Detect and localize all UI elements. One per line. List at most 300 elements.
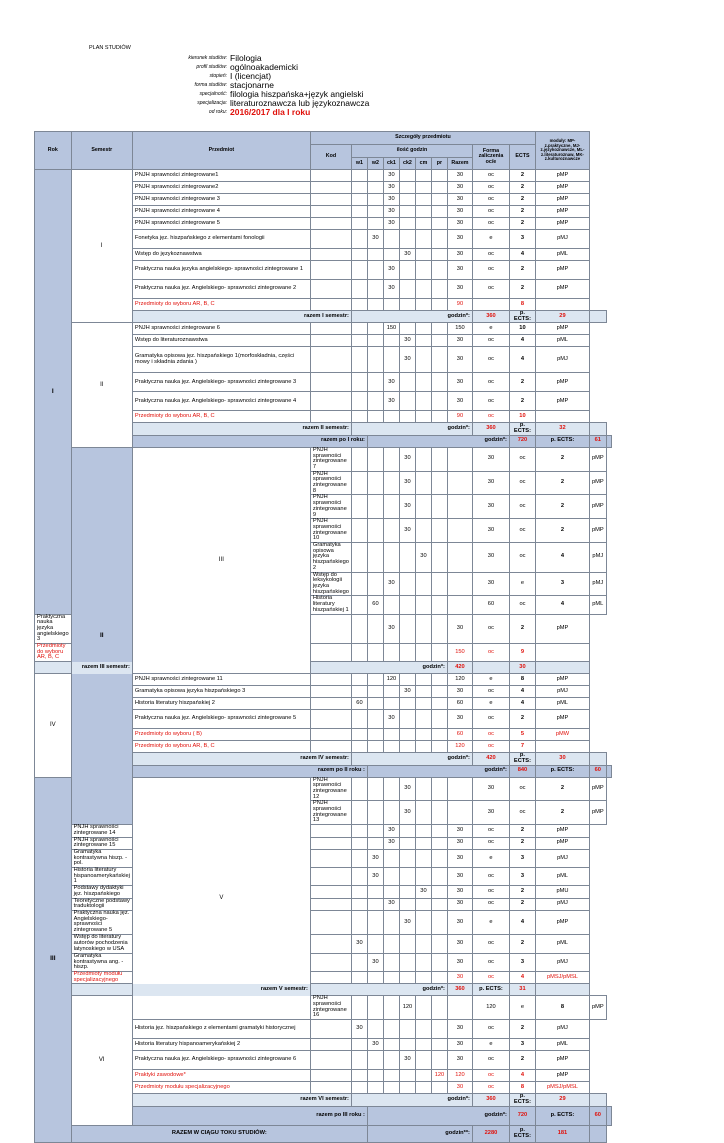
assessment-form (472, 299, 509, 311)
ects-points: 8 (535, 996, 589, 1020)
module-code (606, 435, 611, 447)
assessment-form: oc (509, 495, 535, 519)
meta-value: I (licencjat) (230, 71, 272, 81)
hours-cm (415, 1082, 431, 1094)
hours-w2 (367, 741, 383, 753)
hours-pr (431, 911, 447, 935)
subject-name: Praktyczna nauka języka angielskiego 3 (35, 614, 72, 644)
hours-total: 30 (447, 710, 472, 729)
kod-cell (310, 825, 351, 837)
hours-pr (447, 543, 472, 573)
hours-pr (431, 1051, 447, 1070)
ects-points: 60 (589, 1106, 606, 1125)
hours-w1 (351, 644, 367, 662)
hours-w2 (383, 471, 399, 495)
hours-ck1: 30 (399, 777, 415, 801)
subject-name: PNJH sprawności zintegrowane 14 (71, 825, 132, 837)
hours-w2 (367, 323, 383, 335)
subject-name: Przedmioty modułu specjalizacyjnego (132, 1082, 310, 1094)
assessment-form: oc (509, 801, 535, 825)
hours-ck2 (415, 447, 431, 471)
hours-ck2 (399, 644, 415, 662)
hours-cm (415, 614, 431, 644)
hours-total: 150 (447, 323, 472, 335)
assessment-form: oc (472, 971, 509, 983)
hours-cm (415, 674, 431, 686)
meta-label: od roku: (208, 109, 227, 115)
subject-name: Praktyczna nauka jęz. Angielskiego- sprawności zintegrowane 5 (132, 710, 310, 729)
hours-ck1 (383, 347, 399, 373)
module-code (535, 299, 589, 311)
hours-w2 (367, 698, 383, 710)
hours-total: 30 (447, 280, 472, 299)
hours-ck2 (399, 411, 415, 423)
module-code: pMJ (535, 849, 589, 867)
hours-ck2 (399, 194, 415, 206)
hours-ck1: 30 (399, 495, 415, 519)
hours-pr (447, 471, 472, 495)
subject-name: Praktyczna nauka jęz. Angielskiego- sprawności zintegrowane 5 (71, 911, 132, 935)
assessment-form: oc (472, 1070, 509, 1082)
module-code: pMP (589, 801, 606, 825)
hours-w2 (367, 194, 383, 206)
hours-w1 (351, 1051, 367, 1070)
hours-ck2 (399, 1039, 415, 1051)
assessment-form: oc (472, 1082, 509, 1094)
ects-points: 31 (509, 984, 535, 996)
hours-ck1 (383, 686, 399, 698)
hours-cm (415, 299, 431, 311)
hours-ck2 (399, 261, 415, 280)
subject-name: PNJH sprawności zintegrowane 6 (132, 323, 310, 335)
hours-ck1 (383, 230, 399, 249)
hours-w1 (351, 849, 367, 867)
kod-cell (310, 1070, 351, 1082)
kod-cell (310, 849, 351, 867)
hours-w2 (367, 1051, 383, 1070)
assessment-form: oc (472, 182, 509, 194)
module-code: pMJ (535, 230, 589, 249)
summary-label: razem po I roku: (132, 435, 367, 447)
hours-w2: 30 (367, 230, 383, 249)
kod-cell (310, 886, 351, 898)
kod-cell (310, 261, 351, 280)
summary-label: razem II semestr: (132, 423, 351, 435)
hours-w1 (351, 674, 367, 686)
hours-ck1 (383, 1070, 399, 1082)
hours-cm (431, 519, 447, 543)
module-code: pMP (535, 392, 589, 411)
hours-pr (431, 392, 447, 411)
hours-w1 (351, 335, 367, 347)
subject-row (35, 849, 612, 867)
subject-name: Przedmioty do wyboru AR, B, C (132, 299, 310, 311)
hours-ck1: 30 (399, 447, 415, 471)
module-code: pMJ (535, 1020, 589, 1039)
hours-total: 120 (447, 674, 472, 686)
subject-name: Gramatyka kontrastywna hiszp. - pol. (71, 849, 132, 867)
hours-w1 (367, 519, 383, 543)
hours-total: 30 (447, 335, 472, 347)
header-forma: Forma zaliczenia oc/e (472, 145, 509, 170)
year-cell: II (71, 447, 132, 824)
hours-w2 (383, 996, 399, 1020)
hours-ck1: 30 (383, 261, 399, 280)
ects-points: 4 (535, 543, 589, 573)
module-code: pMP (535, 261, 589, 280)
hours-ck2 (399, 323, 415, 335)
subject-row (35, 996, 612, 1020)
hours-ck1 (383, 299, 399, 311)
kod-cell (310, 218, 351, 230)
hours-ck1 (383, 1020, 399, 1039)
ects-points: 8 (509, 1082, 535, 1094)
hours-w1 (351, 710, 367, 729)
hours-ck2 (399, 280, 415, 299)
hours-w1 (351, 1070, 367, 1082)
ects-points: 2 (535, 471, 589, 495)
hours-w1 (351, 323, 367, 335)
hours-total: 30 (472, 519, 509, 543)
hours-w1 (367, 495, 383, 519)
hours-total: 360 (472, 423, 509, 435)
ects-points: 2 (509, 182, 535, 194)
subject-name: Teoretyczne podstawy traduktologii (71, 898, 132, 910)
hours-ck2 (399, 849, 415, 867)
hours-pr (431, 934, 447, 953)
assessment-form: oc (509, 543, 535, 573)
assessment-form: oc (472, 206, 509, 218)
module-code: pMW (535, 729, 589, 741)
ects-points: 3 (535, 572, 589, 596)
hours-ck1 (383, 1039, 399, 1051)
assessment-form: oc (472, 741, 509, 753)
module-code (535, 644, 589, 662)
kod-cell (310, 729, 351, 741)
hours-pr (431, 849, 447, 867)
module-code (589, 311, 606, 323)
kod-cell (310, 347, 351, 373)
hours-pr (431, 898, 447, 910)
module-code: pMP (535, 674, 589, 686)
hours-total: 30 (472, 447, 509, 471)
assessment-form: e (472, 911, 509, 935)
ects-points: 60 (589, 765, 606, 777)
meta-label: specjalizacja: (197, 100, 227, 106)
hours-pr (431, 886, 447, 898)
ects-points: 7 (509, 741, 535, 753)
summary-label: RAZEM W CIĄGU TOKU STUDIÓW: (71, 1125, 367, 1142)
kod-cell (351, 996, 367, 1020)
hours-w1: 30 (351, 934, 367, 953)
module-code (589, 1094, 606, 1106)
ects-points: 2 (535, 519, 589, 543)
assessment-form: oc (472, 1051, 509, 1070)
hours-label: godzin*: (351, 1094, 472, 1106)
assessment-form: oc (472, 218, 509, 230)
hours-label: godzin*: (351, 753, 472, 765)
module-code: pML (535, 1039, 589, 1051)
ects-label: p. ECTS: (509, 1094, 535, 1106)
hours-ck2 (415, 495, 431, 519)
hours-ck2: 30 (399, 335, 415, 347)
meta-row (0, 107, 724, 116)
subject-name: PNJH sprawności zintegrowane 7 (310, 447, 351, 471)
subject-name: Praktyczna nauka jęz. Angielskiego- sprawności zintegrowane 4 (132, 392, 310, 411)
assessment-form: e (472, 230, 509, 249)
assessment-form: oc (472, 614, 509, 644)
hours-w1 (351, 1082, 367, 1094)
header-w1: w1 (351, 158, 367, 170)
hours-pr (431, 614, 447, 644)
hours-cm (415, 686, 431, 698)
ects-points: 2 (509, 261, 535, 280)
hours-total: 30 (447, 911, 472, 935)
module-code (606, 765, 611, 777)
hours-ck2 (399, 825, 415, 837)
hours-ck2: 30 (399, 1051, 415, 1070)
ects-points: 29 (535, 1094, 589, 1106)
hours-ck2 (399, 1020, 415, 1039)
kod-cell (351, 801, 367, 825)
kod-cell (310, 741, 351, 753)
subject-name: Praktyki zawodowe* (132, 1070, 310, 1082)
kod-cell (310, 280, 351, 299)
hours-pr (431, 335, 447, 347)
header-razem: Razem (447, 158, 472, 170)
hours-total: 120 (447, 1070, 472, 1082)
summary-label: razem po III roku : (132, 1106, 367, 1125)
hours-cm (415, 373, 431, 392)
subject-name: Wstęp do leksykologii języka hiszpańskiego (310, 572, 351, 596)
hours-w2: 30 (367, 1039, 383, 1051)
hours-ck1: 30 (383, 898, 399, 910)
kod-cell (310, 194, 351, 206)
hours-total: 60 (472, 596, 509, 614)
hours-w2 (383, 777, 399, 801)
hours-ck1 (383, 849, 399, 867)
hours-total: 2280 (472, 1125, 509, 1142)
hours-w2 (367, 729, 383, 741)
hours-label: godzin*: (367, 765, 509, 777)
hours-total: 30 (447, 886, 472, 898)
hours-cm (415, 710, 431, 729)
ects-points: 3 (509, 868, 535, 886)
hours-pr (431, 347, 447, 373)
hours-ck2 (415, 996, 431, 1020)
hours-pr (431, 323, 447, 335)
hours-pr (447, 495, 472, 519)
hours-ck1: 30 (383, 710, 399, 729)
hours-total: 30 (447, 837, 472, 849)
kod-cell (351, 471, 367, 495)
hours-pr (447, 596, 472, 614)
meta-label: kierunek studiów: (188, 55, 227, 61)
hours-pr (431, 686, 447, 698)
hours-pr (431, 373, 447, 392)
subject-name: Przedmioty do wyboru AR, B, C (132, 411, 310, 423)
subject-row (35, 825, 612, 837)
subject-row (35, 934, 612, 953)
hours-w2 (367, 1070, 383, 1082)
meta-row (0, 89, 724, 98)
subject-row (35, 886, 612, 898)
summary-label: razem po II roku : (132, 765, 367, 777)
meta-value: ogólnoakademicki (230, 62, 299, 72)
header-pr: pr (431, 158, 447, 170)
hours-total: 360 (472, 1094, 509, 1106)
ects-points: 30 (509, 662, 535, 674)
hours-total: 30 (472, 495, 509, 519)
hours-pr (431, 698, 447, 710)
hours-label: godzin*: (351, 423, 472, 435)
hours-total: 840 (509, 765, 535, 777)
meta-label: forma studiów: (194, 82, 227, 88)
hours-cm (415, 194, 431, 206)
study-metadata (0, 53, 724, 116)
subject-row (35, 868, 612, 886)
ects-points: 3 (509, 849, 535, 867)
ects-points: 2 (509, 1051, 535, 1070)
hours-ck2 (399, 837, 415, 849)
subject-name: PNJH sprawności zintegrowane 13 (310, 801, 351, 825)
assessment-form: oc (472, 825, 509, 837)
hours-w1 (351, 837, 367, 849)
hours-ck1: 30 (383, 614, 399, 644)
subject-name: Przedmioty do wyboru AR, B, C (132, 741, 310, 753)
module-code: pMP (589, 777, 606, 801)
assessment-form: oc (509, 519, 535, 543)
kod-cell (310, 182, 351, 194)
hours-pr (431, 182, 447, 194)
hours-w1 (351, 729, 367, 741)
hours-cm (415, 698, 431, 710)
header-cm: cm (415, 158, 431, 170)
hours-w2 (367, 614, 383, 644)
assessment-form: oc (472, 170, 509, 182)
hours-w1 (351, 194, 367, 206)
subject-row (35, 837, 612, 849)
module-code (589, 423, 606, 435)
hours-w1 (351, 347, 367, 373)
hours-w2 (367, 206, 383, 218)
hours-w2 (367, 182, 383, 194)
hours-pr (447, 801, 472, 825)
hours-total: 30 (472, 777, 509, 801)
subject-name: PNJH sprawności zintegrowane 10 (310, 519, 351, 543)
ects-points: 10 (509, 411, 535, 423)
hours-w2 (383, 447, 399, 471)
hours-total: 120 (472, 996, 509, 1020)
subject-name: Praktyczna nauka jęz. Angielskiego- sprawności zintegrowane 2 (132, 280, 310, 299)
hours-total: 30 (472, 572, 509, 596)
module-code: pMJ (535, 347, 589, 373)
meta-row (0, 71, 724, 80)
kod-cell (310, 1051, 351, 1070)
hours-cm (415, 911, 431, 935)
assessment-form: e (472, 323, 509, 335)
assessment-form: oc (472, 729, 509, 741)
header-rok: Rok (35, 132, 72, 170)
hours-total: 30 (472, 471, 509, 495)
header-ilosc-godzin: ilość godzin (351, 145, 472, 158)
hours-w2 (367, 710, 383, 729)
hours-ck2 (399, 934, 415, 953)
assessment-form: oc (472, 644, 509, 662)
ects-label: p. ECTS: (509, 753, 535, 765)
ects-points: 4 (509, 335, 535, 347)
hours-cm (431, 471, 447, 495)
ects-points: 4 (509, 698, 535, 710)
ects-points: 2 (509, 886, 535, 898)
assessment-form: oc (509, 777, 535, 801)
hours-ck1: 30 (383, 837, 399, 849)
hours-ck1: 120 (399, 996, 415, 1020)
summary-label: razem IV semestr: (132, 753, 351, 765)
ects-points: 2 (535, 495, 589, 519)
module-code: pMSJ/pMSL (535, 1082, 589, 1094)
hours-ck2 (399, 729, 415, 741)
hours-cm (415, 729, 431, 741)
kod-cell (310, 953, 351, 971)
assessment-form: oc (472, 886, 509, 898)
assessment-form: oc (472, 710, 509, 729)
hours-w1 (351, 886, 367, 898)
hours-cm (415, 741, 431, 753)
subject-name: PNJH sprawności zintegrowane 11 (132, 674, 310, 686)
ects-points: 8 (509, 299, 535, 311)
hours-w2 (367, 280, 383, 299)
hours-ck2 (399, 299, 415, 311)
hours-ck2 (399, 1070, 415, 1082)
module-code: pML (535, 335, 589, 347)
assessment-form: oc (472, 280, 509, 299)
assessment-form: e (509, 572, 535, 596)
hours-total: 30 (447, 898, 472, 910)
kod-cell (310, 335, 351, 347)
hours-w2 (367, 1082, 383, 1094)
kod-cell (310, 837, 351, 849)
hours-w2 (367, 898, 383, 910)
hours-label: godzin*: (351, 311, 472, 323)
hours-label: godzin*: (310, 984, 447, 996)
subject-row (35, 323, 612, 335)
hours-w1 (351, 218, 367, 230)
hours-total: 30 (447, 206, 472, 218)
ects-points: 2 (509, 1020, 535, 1039)
kod-cell (310, 868, 351, 886)
hours-ck1 (383, 741, 399, 753)
hours-ck2 (399, 898, 415, 910)
hours-ck1 (399, 572, 415, 596)
hours-ck1 (383, 953, 399, 971)
hours-w2 (367, 335, 383, 347)
hours-pr (431, 411, 447, 423)
hours-w2: 30 (367, 953, 383, 971)
hours-w1 (351, 825, 367, 837)
summary-label: razem I semestr: (132, 311, 351, 323)
subject-name: Praktyczna nauka jęz. Angielskiego- sprawności zintegrowane 3 (132, 373, 310, 392)
hours-cm (415, 182, 431, 194)
assessment-form: oc (472, 1020, 509, 1039)
subject-name: Przedmioty do wyboru ( B) (132, 729, 310, 741)
subject-row (35, 911, 612, 935)
hours-cm (431, 572, 447, 596)
hours-total: 30 (447, 868, 472, 886)
module-code (535, 662, 589, 674)
ects-points: 2 (509, 825, 535, 837)
meta-label: specjalność: (199, 91, 227, 97)
